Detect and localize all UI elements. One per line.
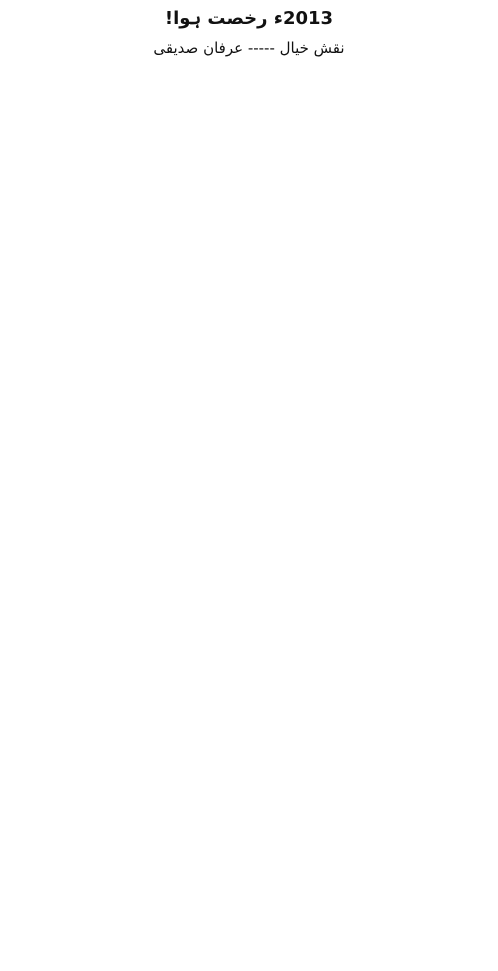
verse-line	[7, 114, 491, 132]
paragraph	[7, 136, 491, 154]
byline: نقش خیال ----- عرفان صدیقی	[153, 39, 345, 57]
paragraph	[7, 68, 491, 86]
paragraph	[7, 184, 491, 202]
paragraph	[7, 160, 491, 178]
headline: 2013ء رخصت ہوا!	[164, 8, 334, 29]
article-body	[7, 68, 491, 202]
verse-line	[7, 92, 491, 110]
